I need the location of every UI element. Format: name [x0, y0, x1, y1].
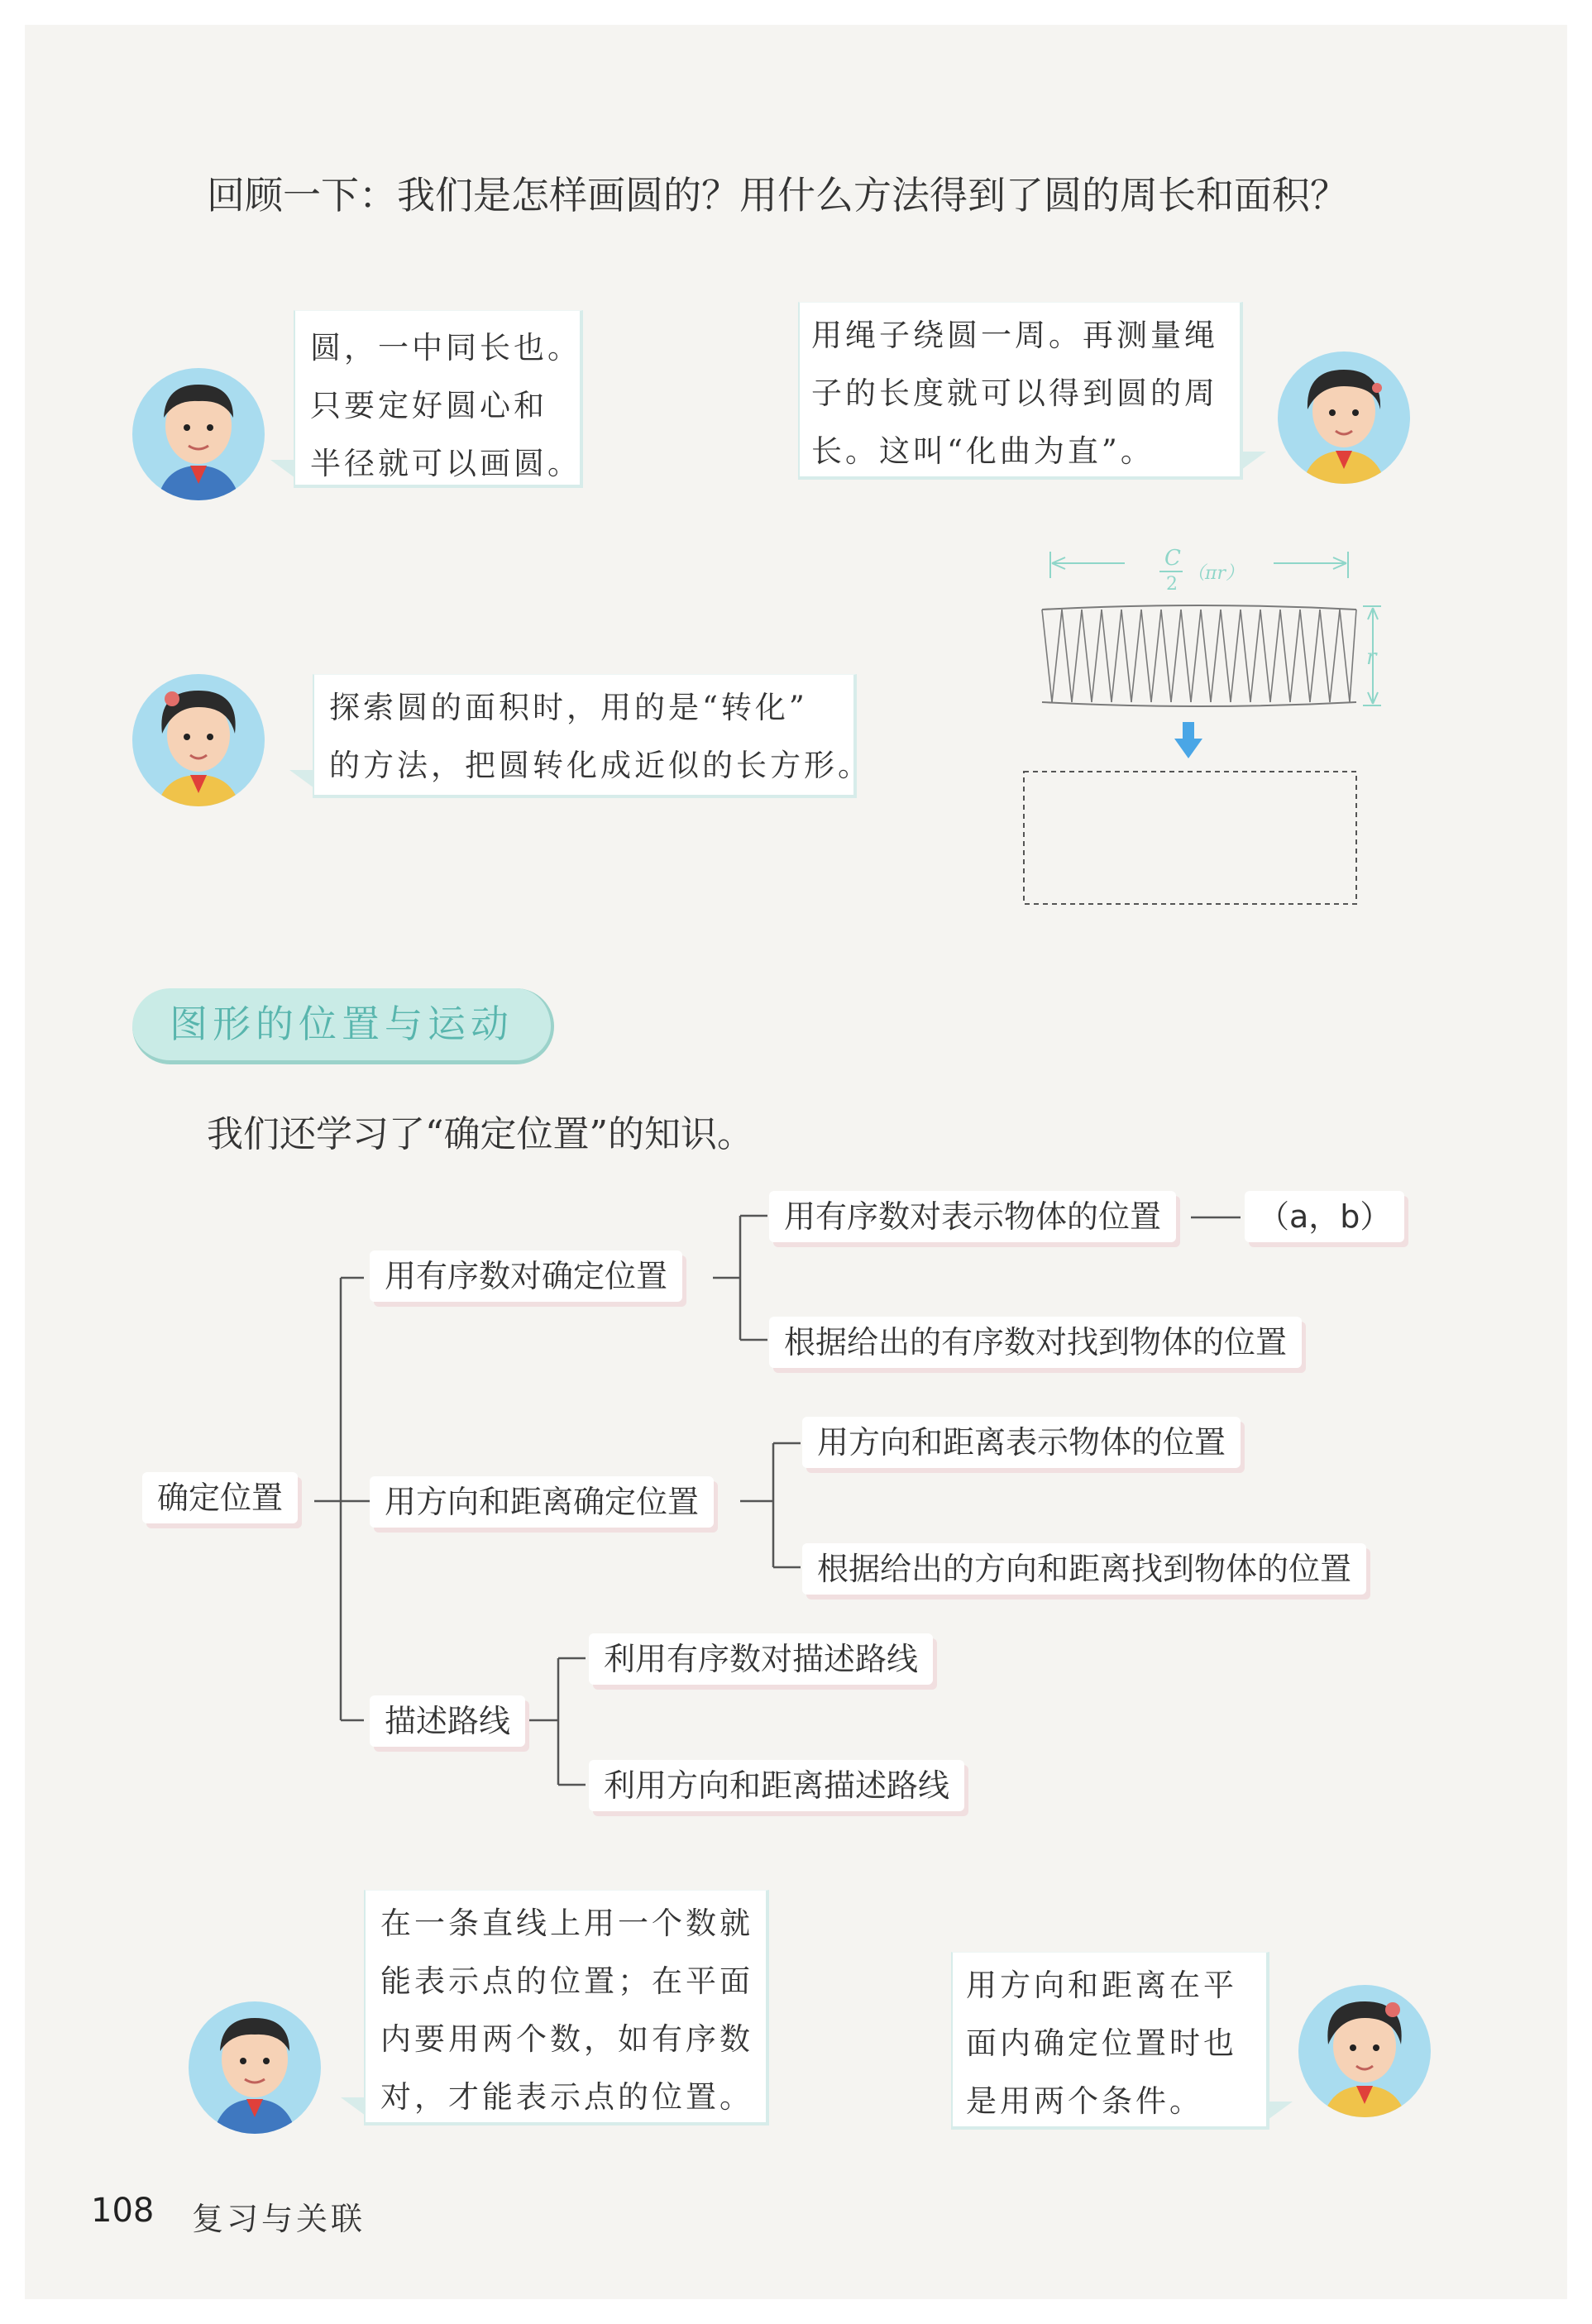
tree-leaf-direction-represent: 用方向和距离表示物体的位置 [802, 1417, 1241, 1468]
width-label-denominator: 2 [1166, 574, 1178, 595]
bubble-line: 长。这叫“化曲为直”。 [811, 433, 1155, 469]
tree-leaf-route-direction: 利用方向和距离描述路线 [589, 1760, 964, 1811]
page-number: 108 [91, 2192, 155, 2230]
bubble-line: 面内确定位置时也 [966, 2025, 1237, 2061]
boy-avatar-2 [189, 2001, 321, 2134]
tree-root: 确定位置 [142, 1472, 298, 1523]
boy-speech-bubble-2 [364, 1890, 769, 2126]
bubble-line: 的方法，把圆转化成近似的长方形。 [329, 748, 872, 783]
girl-speech-bubble-3 [951, 1952, 1269, 2130]
footer-section-name: 复习与关联 [192, 2201, 366, 2237]
bubble-line: 子的长度就可以得到圆的周 [811, 375, 1218, 411]
bubble-line: 探索圆的面积时，用的是“转化” [329, 690, 808, 725]
intro-question: 回顾一下：我们是怎样画圆的？用什么方法得到了圆的周长和面积？ [207, 173, 1348, 218]
bubble-line: 是用两个条件。 [966, 2083, 1203, 2119]
bubble-line: 只要定好圆心和 [310, 388, 547, 423]
tree-leaf-route-pairs: 利用有序数对描述路线 [589, 1633, 933, 1685]
tree-leaf-pairs-represent: 用有序数对表示物体的位置 [769, 1191, 1176, 1242]
tree-leaf-ab-notation: （a，b） [1245, 1191, 1404, 1242]
tree-branch-route: 描述路线 [370, 1695, 525, 1747]
tree-leaf-pairs-find: 根据给出的有序数对找到物体的位置 [769, 1317, 1302, 1368]
bubble-line: 半径就可以画圆。 [310, 446, 581, 481]
bubble-line: 对，才能表示点的位置。 [380, 2079, 753, 2115]
girl-avatar-3 [1298, 1985, 1431, 2117]
bubble-line: 内要用两个数，如有序数 [380, 2021, 753, 2057]
bubble-line: 圆，一中同长也。 [310, 330, 581, 366]
width-label-pi-r: （πr） [1187, 563, 1244, 584]
section-title: 图形的位置与运动 [132, 988, 554, 1064]
width-label-numerator: C [1164, 546, 1181, 571]
tree-leaf-direction-find: 根据给出的方向和距离找到物体的位置 [802, 1543, 1366, 1595]
bubble-line: 能表示点的位置；在平面 [380, 1963, 753, 1999]
bubble-line: 用绳子绕圆一周。再测量绳 [811, 318, 1218, 353]
bubble-line: 在一条直线上用一个数就 [380, 1906, 753, 1941]
tree-branch-direction-distance: 用方向和距离确定位置 [370, 1476, 714, 1528]
height-label: r [1366, 645, 1377, 670]
tree-branch-ordered-pairs: 用有序数对确定位置 [370, 1250, 682, 1302]
section-subtitle: 我们还学习了“确定位置”的知识。 [207, 1113, 753, 1155]
bubble-line: 用方向和距离在平 [966, 1968, 1237, 2003]
